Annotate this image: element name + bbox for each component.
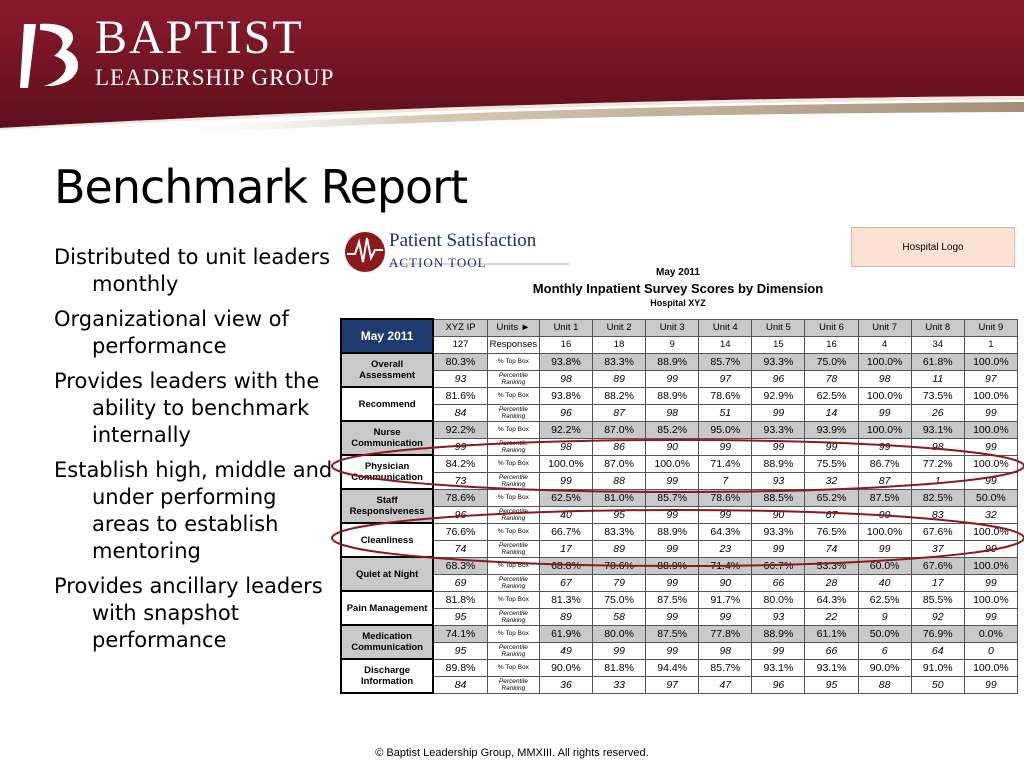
unit-top-box: 88.9%: [646, 387, 699, 404]
unit-percentile-rank: 58: [593, 608, 646, 625]
col-header-unit: Unit 8: [911, 319, 964, 336]
unit-percentile-rank: 17: [539, 540, 592, 557]
unit-top-box: 85.7%: [699, 659, 752, 676]
unit-top-box: 93.8%: [539, 387, 592, 404]
unit-percentile-rank: 98: [911, 438, 964, 455]
unit-top-box: 81.8%: [593, 659, 646, 676]
unit-percentile-rank: 99: [752, 404, 805, 421]
unit-percentile-rank: 86: [593, 438, 646, 455]
unit-percentile-rank: 97: [699, 370, 752, 387]
unit-percentile-rank: 99: [964, 676, 1017, 693]
unit-percentile-rank: 98: [699, 642, 752, 659]
unit-top-box: 66.7%: [539, 523, 592, 540]
unit-top-box: 100.0%: [964, 421, 1017, 438]
percentile-label: Percentile Ranking: [487, 438, 539, 455]
table-row: [341, 489, 1018, 506]
header-band: [0, 0, 1024, 130]
unit-top-box: 100.0%: [964, 659, 1017, 676]
unit-percentile-rank: 26: [911, 404, 964, 421]
unit-top-box: 73.5%: [911, 387, 964, 404]
unit-percentile-rank: 95: [593, 506, 646, 523]
table-row: [341, 438, 1018, 455]
unit-top-box: 83.3%: [593, 353, 646, 370]
xyz-top-box: 76.6%: [433, 523, 487, 540]
unit-top-box: 90.0%: [539, 659, 592, 676]
unit-percentile-rank: 67: [805, 506, 858, 523]
responses-count: 1: [964, 336, 1017, 353]
unit-percentile-rank: 97: [964, 370, 1017, 387]
unit-top-box: 86.7%: [858, 455, 911, 472]
unit-top-box: 68.8%: [539, 557, 592, 574]
unit-top-box: 88.2%: [593, 387, 646, 404]
unit-top-box: 87.5%: [646, 625, 699, 642]
bullet-item: Establish high, middle and under performing areas to establish mentoring: [54, 458, 333, 563]
unit-top-box: 85.7%: [699, 353, 752, 370]
dimension-label: Discharge Information: [341, 659, 433, 693]
report-title: Monthly Inpatient Survey Scores by Dimension: [532, 281, 824, 296]
unit-top-box: 100.0%: [858, 353, 911, 370]
unit-top-box: 88.9%: [646, 557, 699, 574]
xyz-top-box: 89.8%: [433, 659, 487, 676]
unit-top-box: 78.6%: [699, 387, 752, 404]
unit-percentile-rank: 22: [805, 608, 858, 625]
unit-percentile-rank: 99: [858, 438, 911, 455]
unit-top-box: 67.6%: [911, 557, 964, 574]
unit-percentile-rank: 95: [805, 676, 858, 693]
unit-top-box: 62.5%: [539, 489, 592, 506]
responses-count: 16: [539, 336, 592, 353]
unit-top-box: 87.5%: [646, 591, 699, 608]
unit-percentile-rank: 51: [699, 404, 752, 421]
unit-top-box: 93.1%: [752, 659, 805, 676]
unit-top-box: 100.0%: [858, 523, 911, 540]
unit-top-box: 92.9%: [752, 387, 805, 404]
bullet-item: Organizational view of performance: [54, 307, 289, 358]
col-header-xyz: XYZ IP: [433, 319, 487, 336]
unit-top-box: 66.7%: [752, 557, 805, 574]
unit-percentile-rank: 96: [752, 370, 805, 387]
bullet-item: Distributed to unit leaders monthly: [54, 245, 331, 296]
unit-percentile-rank: 88: [593, 472, 646, 489]
xyz-top-box: 84.2%: [433, 455, 487, 472]
table-header-row: [341, 319, 1018, 336]
responses-label: Responses: [487, 336, 539, 353]
xyz-percentile-rank: 93: [433, 370, 487, 387]
unit-top-box: 85.2%: [646, 421, 699, 438]
xyz-top-box: 81.6%: [433, 387, 487, 404]
unit-top-box: 88.9%: [646, 523, 699, 540]
unit-percentile-rank: 89: [593, 370, 646, 387]
unit-top-box: 65.2%: [805, 489, 858, 506]
unit-percentile-rank: 99: [646, 370, 699, 387]
col-header-unit: Unit 2: [593, 319, 646, 336]
col-header-unit: Unit 5: [752, 319, 805, 336]
unit-percentile-rank: 99: [593, 642, 646, 659]
unit-top-box: 100.0%: [964, 353, 1017, 370]
unit-percentile-rank: 11: [911, 370, 964, 387]
dimension-label: Medication Communication: [341, 625, 433, 659]
unit-percentile-rank: 83: [911, 506, 964, 523]
percentile-label: Percentile Ranking: [487, 472, 539, 489]
unit-top-box: 82.5%: [911, 489, 964, 506]
top-box-label: % Top Box: [487, 659, 539, 676]
copyright-footer: © Baptist Leadership Group, MMXIII. All rights reserved.: [375, 747, 649, 759]
hospital-logo-placeholder: Hospital Logo: [851, 227, 1015, 267]
unit-percentile-rank: 32: [964, 506, 1017, 523]
unit-percentile-rank: 47: [699, 676, 752, 693]
unit-top-box: 100.0%: [964, 557, 1017, 574]
responses-count: 16: [805, 336, 858, 353]
xyz-top-box: 80.3%: [433, 353, 487, 370]
top-box-label: % Top Box: [487, 591, 539, 608]
unit-top-box: 50.0%: [858, 625, 911, 642]
unit-top-box: 75.0%: [805, 353, 858, 370]
xyz-percentile-rank: 74: [433, 540, 487, 557]
unit-percentile-rank: 93: [752, 472, 805, 489]
unit-percentile-rank: 89: [539, 608, 592, 625]
unit-top-box: 100.0%: [964, 455, 1017, 472]
top-box-label: % Top Box: [487, 625, 539, 642]
table-row: [341, 642, 1018, 659]
unit-percentile-rank: 98: [858, 370, 911, 387]
unit-percentile-rank: 99: [858, 506, 911, 523]
col-header-unit: Unit 3: [646, 319, 699, 336]
table-row: [341, 523, 1018, 540]
unit-percentile-rank: 87: [858, 472, 911, 489]
unit-percentile-rank: 99: [858, 540, 911, 557]
unit-percentile-rank: 99: [646, 540, 699, 557]
unit-top-box: 61.1%: [805, 625, 858, 642]
unit-top-box: 53.3%: [805, 557, 858, 574]
unit-top-box: 91.7%: [699, 591, 752, 608]
unit-percentile-rank: 1: [911, 472, 964, 489]
xyz-top-box: 81.8%: [433, 591, 487, 608]
unit-top-box: 88.9%: [646, 353, 699, 370]
top-box-label: % Top Box: [487, 455, 539, 472]
unit-top-box: 77.8%: [699, 625, 752, 642]
xyz-percentile-rank: 69: [433, 574, 487, 591]
unit-percentile-rank: 99: [646, 608, 699, 625]
unit-percentile-rank: 6: [858, 642, 911, 659]
unit-top-box: 87.0%: [593, 421, 646, 438]
unit-percentile-rank: 96: [752, 676, 805, 693]
dimension-label: Cleanliness: [341, 523, 433, 557]
unit-top-box: 81.0%: [593, 489, 646, 506]
unit-top-box: 100.0%: [964, 591, 1017, 608]
unit-percentile-rank: 9: [858, 608, 911, 625]
responses-row: [341, 336, 1018, 353]
dimension-label: Pain Management: [341, 591, 433, 625]
unit-percentile-rank: 99: [964, 608, 1017, 625]
unit-percentile-rank: 40: [858, 574, 911, 591]
unit-top-box: 87.5%: [858, 489, 911, 506]
table-row: [341, 591, 1018, 608]
unit-top-box: 87.0%: [593, 455, 646, 472]
unit-top-box: 90.0%: [858, 659, 911, 676]
unit-percentile-rank: 92: [911, 608, 964, 625]
xyz-percentile-rank: 95: [433, 642, 487, 659]
unit-top-box: 93.1%: [911, 421, 964, 438]
dimension-label: Quiet at Night: [341, 557, 433, 591]
unit-percentile-rank: 99: [646, 472, 699, 489]
unit-top-box: 88.5%: [752, 489, 805, 506]
unit-percentile-rank: 99: [964, 540, 1017, 557]
unit-top-box: 100.0%: [858, 387, 911, 404]
brand-title: BAPTIST: [95, 11, 304, 64]
col-header-units: Units ►: [487, 319, 539, 336]
unit-top-box: 70.6%: [593, 557, 646, 574]
col-header-unit: Unit 9: [964, 319, 1017, 336]
col-header-unit: Unit 7: [858, 319, 911, 336]
unit-top-box: 83.3%: [593, 523, 646, 540]
unit-top-box: 71.4%: [699, 455, 752, 472]
unit-top-box: 76.9%: [911, 625, 964, 642]
unit-percentile-rank: 90: [646, 438, 699, 455]
bullet-list: [54, 244, 339, 662]
unit-top-box: 100.0%: [964, 387, 1017, 404]
top-box-label: % Top Box: [487, 557, 539, 574]
unit-top-box: 61.8%: [911, 353, 964, 370]
unit-percentile-rank: 98: [539, 370, 592, 387]
unit-percentile-rank: 99: [646, 506, 699, 523]
table-row: [341, 557, 1018, 574]
percentile-label: Percentile Ranking: [487, 676, 539, 693]
unit-percentile-rank: 64: [911, 642, 964, 659]
report-date: May 2011: [656, 267, 700, 278]
table-row: [341, 540, 1018, 557]
percentile-label: Percentile Ranking: [487, 608, 539, 625]
unit-percentile-rank: 23: [699, 540, 752, 557]
unit-top-box: 61.9%: [539, 625, 592, 642]
table-row: [341, 574, 1018, 591]
table-row: [341, 404, 1018, 421]
responses-total: 127: [433, 336, 487, 353]
dimension-label: Overall Assessment: [341, 353, 433, 387]
unit-percentile-rank: 28: [805, 574, 858, 591]
dimension-label: Staff Responsiveness: [341, 489, 433, 523]
unit-top-box: 60.0%: [858, 557, 911, 574]
col-header-unit: Unit 6: [805, 319, 858, 336]
top-box-label: % Top Box: [487, 353, 539, 370]
col-header-unit: Unit 4: [699, 319, 752, 336]
unit-percentile-rank: 99: [699, 506, 752, 523]
top-box-label: % Top Box: [487, 489, 539, 506]
table-row: [341, 421, 1018, 438]
unit-top-box: 91.0%: [911, 659, 964, 676]
unit-top-box: 93.3%: [752, 421, 805, 438]
bullet-item: Provides ancillary leaders with snapshot performance: [54, 574, 323, 652]
table-row: [341, 506, 1018, 523]
xyz-percentile-rank: 96: [433, 506, 487, 523]
unit-top-box: 95.0%: [699, 421, 752, 438]
unit-percentile-rank: 98: [539, 438, 592, 455]
table-row: [341, 472, 1018, 489]
xyz-percentile-rank: 99: [433, 438, 487, 455]
unit-top-box: 62.5%: [858, 591, 911, 608]
scores-table: [340, 318, 1018, 694]
unit-top-box: 100.0%: [964, 523, 1017, 540]
unit-percentile-rank: 99: [539, 472, 592, 489]
unit-percentile-rank: 99: [752, 642, 805, 659]
dimension-label: Nurse Communication: [341, 421, 433, 455]
unit-top-box: 80.0%: [752, 591, 805, 608]
percentile-label: Percentile Ranking: [487, 370, 539, 387]
unit-top-box: 93.1%: [805, 659, 858, 676]
unit-top-box: 85.5%: [911, 591, 964, 608]
xyz-top-box: 74.1%: [433, 625, 487, 642]
responses-count: 18: [593, 336, 646, 353]
unit-percentile-rank: 93: [752, 608, 805, 625]
unit-percentile-rank: 7: [699, 472, 752, 489]
table-row: [341, 676, 1018, 693]
unit-top-box: 93.3%: [752, 353, 805, 370]
responses-count: 15: [752, 336, 805, 353]
percentile-label: Percentile Ranking: [487, 540, 539, 557]
responses-count: 34: [911, 336, 964, 353]
xyz-percentile-rank: 84: [433, 404, 487, 421]
percentile-label: Percentile Ranking: [487, 642, 539, 659]
unit-percentile-rank: 32: [805, 472, 858, 489]
responses-count: 4: [858, 336, 911, 353]
unit-top-box: 62.5%: [805, 387, 858, 404]
top-box-label: % Top Box: [487, 421, 539, 438]
table-row: [341, 625, 1018, 642]
xyz-top-box: 68.3%: [433, 557, 487, 574]
unit-top-box: 75.0%: [593, 591, 646, 608]
percentile-label: Percentile Ranking: [487, 574, 539, 591]
unit-percentile-rank: 99: [964, 438, 1017, 455]
unit-percentile-rank: 88: [858, 676, 911, 693]
unit-percentile-rank: 87: [593, 404, 646, 421]
unit-top-box: 71.4%: [699, 557, 752, 574]
unit-percentile-rank: 89: [593, 540, 646, 557]
table-row: [341, 659, 1018, 676]
unit-top-box: 78.6%: [699, 489, 752, 506]
unit-top-box: 76.5%: [805, 523, 858, 540]
unit-percentile-rank: 99: [752, 540, 805, 557]
unit-top-box: 94.4%: [646, 659, 699, 676]
unit-percentile-rank: 99: [964, 472, 1017, 489]
table-row: [341, 608, 1018, 625]
unit-top-box: 100.0%: [646, 455, 699, 472]
unit-percentile-rank: 37: [911, 540, 964, 557]
unit-top-box: 80.0%: [593, 625, 646, 642]
unit-top-box: 100.0%: [858, 421, 911, 438]
dimension-label: Physician Communication: [341, 455, 433, 489]
unit-percentile-rank: 40: [539, 506, 592, 523]
unit-top-box: 67.6%: [911, 523, 964, 540]
percentile-label: Percentile Ranking: [487, 404, 539, 421]
unit-percentile-rank: 97: [646, 676, 699, 693]
col-header-unit: Unit 1: [539, 319, 592, 336]
unit-percentile-rank: 66: [805, 642, 858, 659]
unit-percentile-rank: 50: [911, 676, 964, 693]
baptist-logo-icon: [18, 16, 88, 92]
unit-percentile-rank: 90: [699, 574, 752, 591]
top-box-label: % Top Box: [487, 523, 539, 540]
responses-count: 9: [646, 336, 699, 353]
table-row: [341, 353, 1018, 370]
unit-percentile-rank: 66: [752, 574, 805, 591]
unit-percentile-rank: 99: [699, 438, 752, 455]
unit-percentile-rank: 17: [911, 574, 964, 591]
unit-percentile-rank: 49: [539, 642, 592, 659]
table-row: [341, 370, 1018, 387]
brand-subtitle: LEADERSHIP GROUP: [95, 65, 335, 90]
unit-percentile-rank: 14: [805, 404, 858, 421]
report-hospital: Hospital XYZ: [650, 298, 706, 308]
unit-percentile-rank: 99: [646, 642, 699, 659]
unit-top-box: 64.3%: [699, 523, 752, 540]
unit-percentile-rank: 0: [964, 642, 1017, 659]
unit-top-box: 81.3%: [539, 591, 592, 608]
unit-top-box: 88.9%: [752, 625, 805, 642]
unit-percentile-rank: 79: [593, 574, 646, 591]
unit-percentile-rank: 74: [805, 540, 858, 557]
month-label: May 2011: [341, 319, 433, 353]
unit-top-box: 64.3%: [805, 591, 858, 608]
xyz-top-box: 92.2%: [433, 421, 487, 438]
xyz-percentile-rank: 95: [433, 608, 487, 625]
top-box-label: % Top Box: [487, 387, 539, 404]
unit-percentile-rank: 99: [858, 404, 911, 421]
responses-count: 14: [699, 336, 752, 353]
unit-percentile-rank: 99: [964, 404, 1017, 421]
unit-top-box: 93.9%: [805, 421, 858, 438]
unit-top-box: 0.0%: [964, 625, 1017, 642]
unit-top-box: 93.8%: [539, 353, 592, 370]
unit-percentile-rank: 67: [539, 574, 592, 591]
tool-subtitle: ACTION TOOL: [389, 255, 487, 270]
dimension-label: Recommend: [341, 387, 433, 421]
xyz-top-box: 78.6%: [433, 489, 487, 506]
xyz-percentile-rank: 73: [433, 472, 487, 489]
unit-top-box: 88.9%: [752, 455, 805, 472]
percentile-label: Percentile Ranking: [487, 506, 539, 523]
unit-top-box: 50.0%: [964, 489, 1017, 506]
unit-percentile-rank: 99: [805, 438, 858, 455]
table-row: [341, 387, 1018, 404]
unit-percentile-rank: 33: [593, 676, 646, 693]
unit-percentile-rank: 99: [646, 574, 699, 591]
unit-percentile-rank: 99: [752, 438, 805, 455]
slide-title: Benchmark Report: [54, 160, 468, 214]
unit-top-box: 100.0%: [539, 455, 592, 472]
unit-top-box: 75.5%: [805, 455, 858, 472]
xyz-percentile-rank: 84: [433, 676, 487, 693]
unit-percentile-rank: 98: [646, 404, 699, 421]
bullet-item: Provides leaders with the ability to benchmark internally: [54, 369, 320, 447]
table-row: [341, 455, 1018, 472]
tool-title: Patient Satisfaction: [389, 230, 537, 251]
unit-top-box: 92.2%: [539, 421, 592, 438]
unit-percentile-rank: 96: [539, 404, 592, 421]
unit-top-box: 93.3%: [752, 523, 805, 540]
unit-percentile-rank: 99: [699, 608, 752, 625]
unit-percentile-rank: 78: [805, 370, 858, 387]
unit-percentile-rank: 99: [964, 574, 1017, 591]
unit-top-box: 77.2%: [911, 455, 964, 472]
unit-percentile-rank: 90: [752, 506, 805, 523]
unit-top-box: 85.7%: [646, 489, 699, 506]
unit-percentile-rank: 36: [539, 676, 592, 693]
